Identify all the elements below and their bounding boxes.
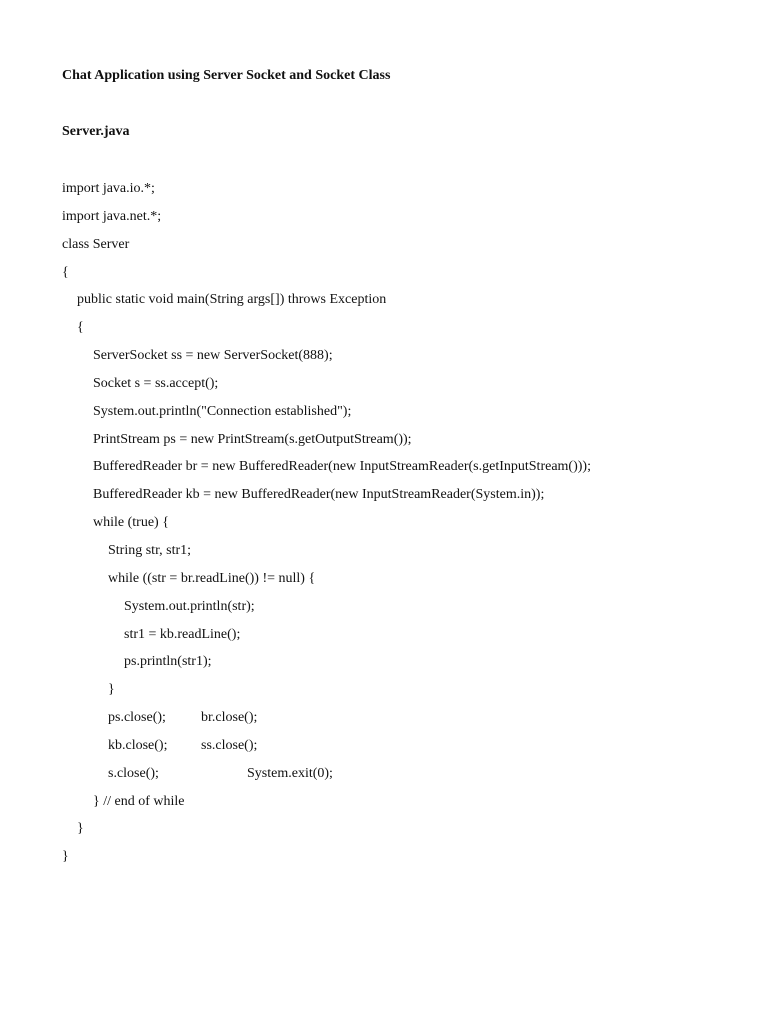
code-line: { bbox=[77, 320, 84, 336]
code-statement: ps.close(); bbox=[108, 710, 166, 726]
code-statement: kb.close(); bbox=[108, 737, 168, 753]
code-line: PrintStream ps = new PrintStream(s.getOutputStream()); bbox=[93, 431, 412, 447]
code-listing bbox=[62, 180, 591, 876]
code-line: ps.println(str1); bbox=[124, 654, 212, 670]
code-line: while (true) { bbox=[93, 515, 169, 531]
code-line: System.out.println(str); bbox=[124, 598, 255, 614]
document-title: Chat Application using Server Socket and Socket Class bbox=[62, 68, 391, 83]
code-line: { bbox=[62, 264, 69, 280]
code-statement: ss.close(); bbox=[201, 737, 258, 753]
code-line: Socket s = ss.accept(); bbox=[93, 375, 219, 391]
code-line: class Server bbox=[62, 236, 130, 252]
code-line: } bbox=[77, 821, 84, 837]
code-statement: s.close(); bbox=[108, 765, 159, 781]
code-line bbox=[62, 709, 591, 737]
code-line: ServerSocket ss = new ServerSocket(888); bbox=[93, 348, 333, 364]
code-line: BufferedReader kb = new BufferedReader(new InputStreamReader(System.in)); bbox=[93, 487, 545, 503]
code-line: str1 = kb.readLine(); bbox=[124, 626, 241, 642]
code-line: while ((str = br.readLine()) != null) { bbox=[108, 570, 316, 586]
code-line: String str, str1; bbox=[108, 542, 192, 558]
code-line: } bbox=[108, 682, 115, 698]
code-statement: br.close(); bbox=[201, 710, 258, 726]
code-line: import java.net.*; bbox=[62, 208, 162, 224]
code-line: System.out.println("Connection established"); bbox=[93, 403, 352, 419]
code-line: BufferedReader br = new BufferedReader(new InputStreamReader(s.getInputStream())); bbox=[93, 459, 591, 475]
code-line: import java.io.*; bbox=[62, 181, 155, 196]
code-statement: System.exit(0); bbox=[247, 765, 333, 781]
file-name-heading: Server.java bbox=[62, 124, 130, 139]
code-line bbox=[62, 737, 591, 765]
code-line: } // end of while bbox=[93, 793, 185, 809]
code-line: public static void main(String args[]) throws Exception bbox=[77, 292, 387, 308]
code-line: } bbox=[62, 849, 69, 865]
code-line bbox=[62, 765, 591, 793]
